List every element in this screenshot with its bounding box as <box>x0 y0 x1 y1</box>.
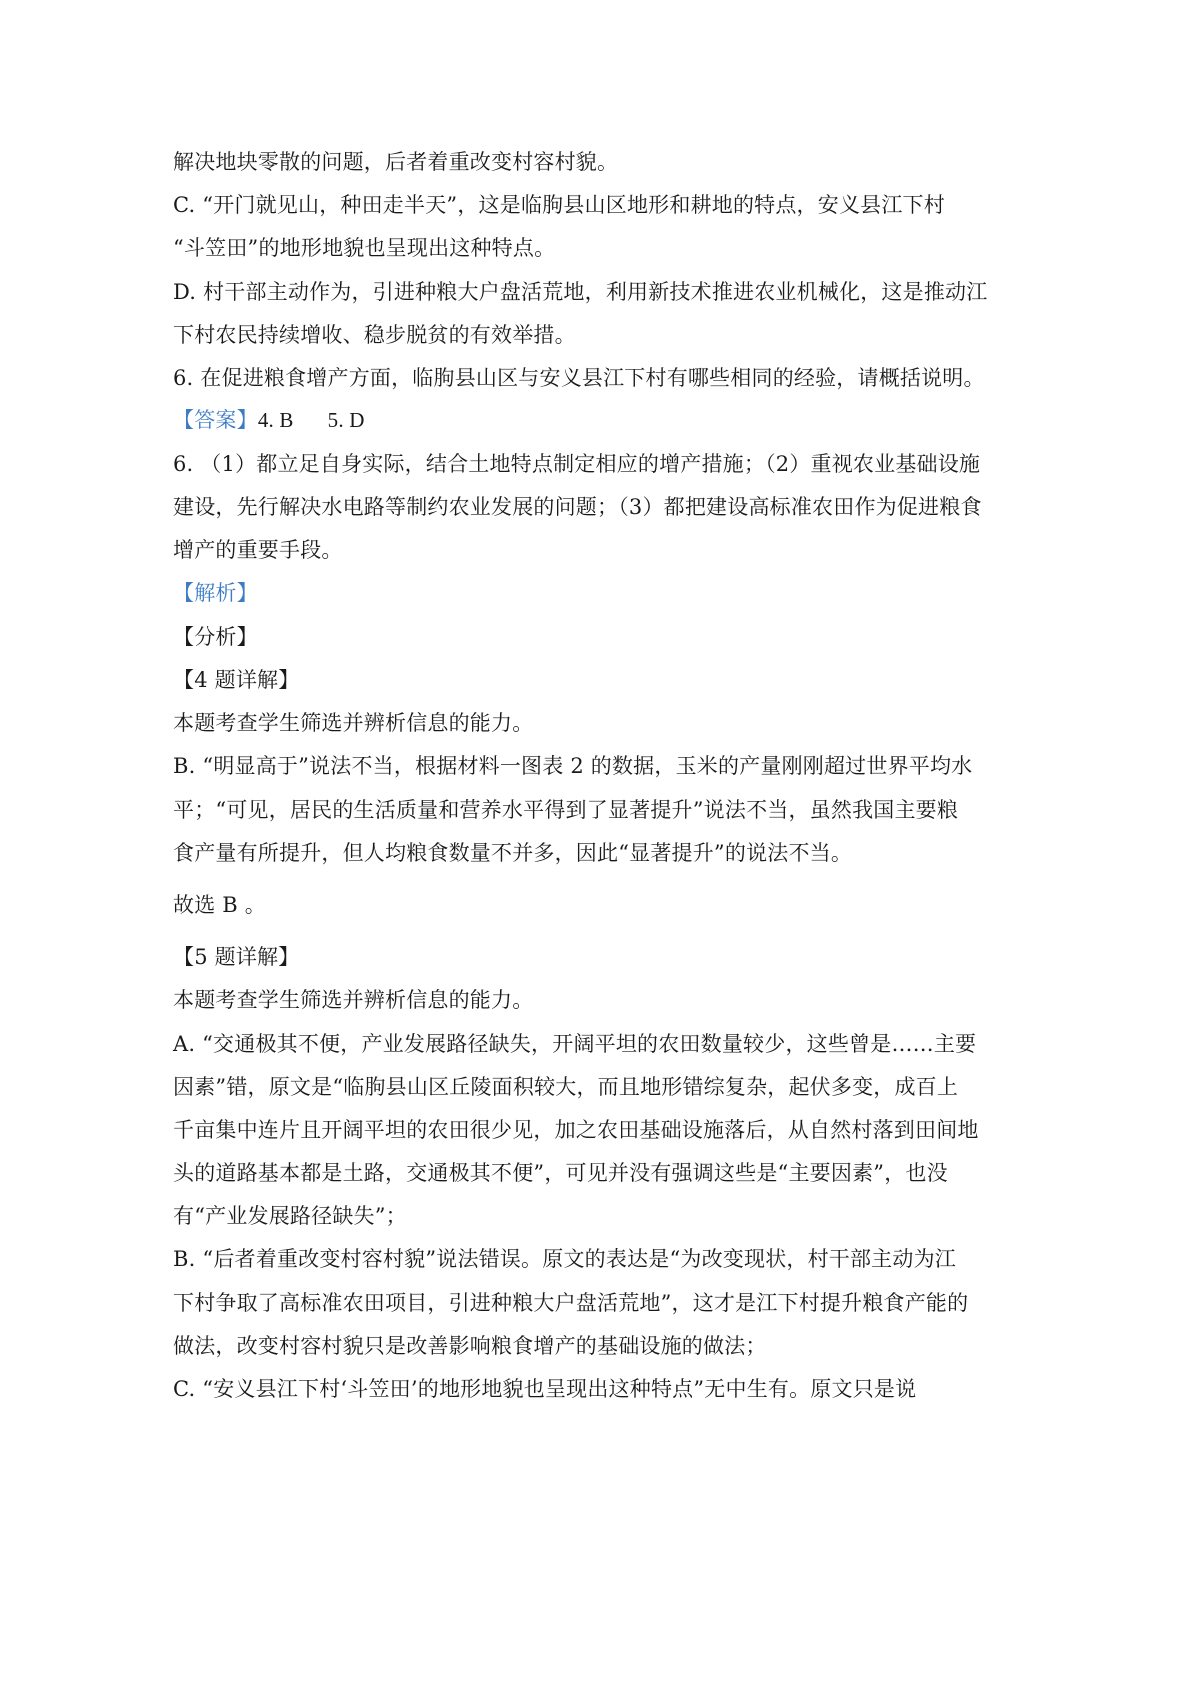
question-6: 6. 在促进粮食增产方面，临朐县山区与安义县江下村有哪些相同的经验，请概括说明。 <box>173 366 985 390</box>
answer-6-line: 建设，先行解决水电路等制约农业发展的问题；（3）都把建设高标准农田作为促进粮食 <box>173 495 982 519</box>
q5-line: 本题考查学生筛选并辨析信息的能力。 <box>173 988 534 1012</box>
answer-q4: 4. B <box>257 408 294 432</box>
q4-line: 食产量有所提升，但人均粮食数量不并多，因此“显著提升”的说法不当。 <box>173 841 853 865</box>
q5-line: B. “后者着重改变村容村貌”说法错误。原文的表达是“为改变现状，村干部主动为江 <box>173 1247 956 1271</box>
q4-heading: 【4 题详解】 <box>173 668 300 692</box>
answer-6-line: 增产的重要手段。 <box>173 538 343 562</box>
q5-line: C. “安义县江下村‘斗笠田’的地形地貌也呈现出这种特点”无中生有。原文只是说 <box>173 1377 917 1401</box>
answer-line <box>173 406 365 434</box>
q5-line: 头的道路基本都是土路，交通极其不便”，可见并没有强调这些是“主要因素”，也没 <box>173 1161 948 1185</box>
q5-line: A. “交通极其不便，产业发展路径缺失，开阔平坦的农田数量较少，这些曾是……主要 <box>173 1032 977 1056</box>
text-line: C. “开门就见山，种田走半天”，这是临朐县山区地形和耕地的特点，安义县江下村 <box>173 193 945 217</box>
q4-line: 平；“可见，居民的生活质量和营养水平得到了显著提升”说法不当，虽然我国主要粮 <box>173 798 959 822</box>
text-line: 解决地块零散的问题，后者着重改变村容村貌。 <box>173 150 619 174</box>
text-line: “斗笠田”的地形地貌也呈现出这种特点。 <box>173 236 556 260</box>
q5-line: 下村争取了高标准农田项目，引进种粮大户盘活荒地”，这才是江下村提升粮食产能的 <box>173 1291 969 1315</box>
q5-line: 做法，改变村容村貌只是改善影响粮食增产的基础设施的做法； <box>173 1334 767 1358</box>
q5-line: 千亩集中连片且开阔平坦的农田很少见，加之农田基础设施落后，从自然村落到田间地 <box>173 1118 979 1142</box>
q5-line: 因素”错，原文是“临朐县山区丘陵面积较大，而且地形错综复杂，起伏多变，成百上 <box>173 1075 959 1099</box>
answer-q5: 5. D <box>327 408 365 432</box>
q5-heading: 【5 题详解】 <box>173 945 300 969</box>
answer-tag: 【答案】 <box>173 408 258 432</box>
analysis-tag: 【解析】 <box>173 581 258 605</box>
text-line: D. 村干部主动作为，引进种粮大户盘活荒地，利用新技术推进农业机械化，这是推动江 <box>173 280 988 304</box>
q4-line: 本题考查学生筛选并辨析信息的能力。 <box>173 711 534 735</box>
q4-choice: 故选 B 。 <box>173 893 266 917</box>
q5-line: 有“产业发展路径缺失”； <box>173 1204 407 1228</box>
answer-6-line: 6. （1）都立足自身实际，结合土地特点制定相应的增产措施；（2）重视农业基础设施 <box>173 452 981 476</box>
q4-line: B. “明显高于”说法不当，根据材料一图表 2 的数据，玉米的产量刚刚超过世界平均水 <box>173 754 973 778</box>
fenxi-heading: 【分析】 <box>173 625 258 649</box>
text-line: 下村农民持续增收、稳步脱贫的有效举措。 <box>173 323 576 347</box>
